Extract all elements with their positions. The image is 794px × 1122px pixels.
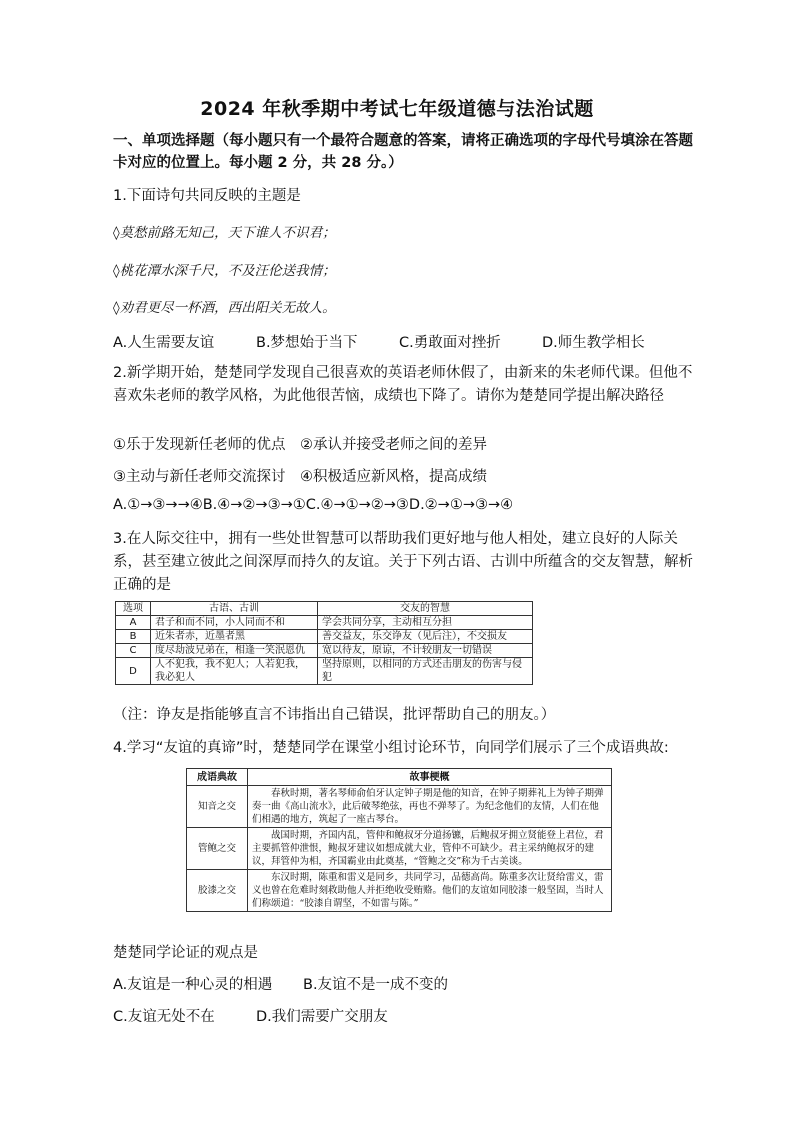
q4-stem: 4.学习“友谊的真谛”时，楚楚同学在课堂小组讨论环节，向同学们展示了三个成语典故: [113, 740, 669, 756]
table-row [187, 870, 612, 912]
q3-table [115, 601, 533, 685]
q4-header-idiom: 成语典故 [187, 769, 248, 786]
q1-poem-2: ◊桃花潭水深千尺，不及汪伦送我情； [113, 263, 336, 279]
page-title: 2024 年秋季期中考试七年级道德与法治试题 [200, 98, 594, 120]
q3-row-wisdom: 善交益友，乐交诤友（见后注），不交损友 [318, 630, 533, 644]
q3-header-wisdom: 交友的智慧 [318, 602, 533, 616]
q2-items-line-1: ①乐于发现新任老师的优点 ②承认并接受老师之间的差异 [113, 437, 487, 453]
q4-options-row-1 [113, 973, 448, 994]
q4-option-a[interactable]: A.友谊是一种心灵的相遇 [113, 977, 273, 993]
q3-row-option: C [116, 644, 151, 658]
q3-stem: 3.在人际交往中，拥有一些处世智慧可以帮助我们更好地与他人相处，建立良好的人际关系，甚至建立彼此之间深厚而持久的友谊。关于下列古语、古训中所蕴含的交友智慧，解析正确的是 [113, 531, 693, 593]
q3-row-saying: 近朱者赤，近墨者黑 [151, 630, 318, 644]
q3-row-wisdom: 宽以待友，原谅，不计较朋友一切错误 [318, 644, 533, 658]
q3-row-saying: 君子和而不同，小人同而不和 [151, 616, 318, 630]
q2-options[interactable]: A.①→③→→④B.④→②→③→①C.④→①→②→③D.②→①→③→④ [113, 497, 514, 513]
q4-table [186, 768, 612, 912]
q4-question: 楚楚同学论证的观点是 [113, 945, 258, 961]
q3-note: （注：诤友是指能够直言不讳指出自己错误，批评帮助自己的朋友。） [113, 707, 556, 723]
section-heading: 一、单项选择题（每小题只有一个最符合题意的答案，请将正确选项的字母代号填涂在答题卡对应的位置上。每小题 2 分，共 28 分。） [113, 133, 693, 171]
q4-row-story: 战国时期，齐国内乱，管仲和鲍叔牙分道扬镳，后鲍叔牙拥立贤能登上君位，君主要抓管仲泄恨，鲍叔牙建议如想成就大业，管仲不可缺少。君主采纳鲍叔牙的建议，拜管仲为相，齐国霸业由此奠基，“管鲍之交”称为千古美谈。 [248, 828, 612, 870]
q3-row-option: A [116, 616, 151, 630]
q1-option-c[interactable]: C.勇敢面对挫折 [399, 335, 501, 351]
q4-header-story: 故事梗概 [248, 769, 612, 786]
q4-row-story: 东汉时期，陈重和雷义是同乡，共同学习，品德高尚。陈重多次让贤给雷义，雷义也曾在危难时刻救助他人并拒绝收受贿赂。他们的友谊如同胶漆一般坚固，当时人们称颂道：“胶漆自谓坚，不如雷与陈。” [248, 870, 612, 912]
q3-row-option: D [116, 658, 151, 685]
q4-row-idiom: 胶漆之交 [187, 870, 248, 912]
table-row [187, 828, 612, 870]
q3-row-wisdom: 学会共同分享，主动相互分担 [318, 616, 533, 630]
q1-stem: 1.下面诗句共同反映的主题是 [113, 188, 301, 204]
table-row [187, 786, 612, 828]
q4-option-c[interactable]: C.友谊无处不在 [113, 1009, 215, 1025]
q4-row-idiom: 知音之交 [187, 786, 248, 828]
q1-options [113, 331, 685, 352]
q3-row-saying: 人不犯我，我不犯人；人若犯我，我必犯人 [151, 658, 318, 685]
q4-row-story: 春秋时期，著名琴师俞伯牙认定钟子期是他的知音，在钟子期葬礼上为钟子期弹奏一曲《高山流水》，此后破琴绝弦，再也不弹琴了。为纪念他们的友情，人们在他们相遇的地方，筑起了一座古琴台。 [248, 786, 612, 828]
q4-option-b[interactable]: B.友谊不是一成不变的 [303, 977, 449, 993]
q2-stem: 2.新学期开始，楚楚同学发现自己很喜欢的英语老师休假了，由新来的朱老师代课。但他不喜欢朱老师的教学风格，为此他很苦恼，成绩也下降了。请你为楚楚同学提出解决路径 [113, 365, 693, 404]
q1-option-d[interactable]: D.师生教学相长 [542, 335, 645, 351]
q3-row-wisdom: 坚持原则，以相同的方式还击朋友的伤害与侵犯 [318, 658, 533, 685]
table-row [116, 630, 533, 644]
q3-header-option: 选项 [116, 602, 151, 616]
q2-items-line-2: ③主动与新任老师交流探讨 ④积极适应新风格，提高成绩 [113, 469, 487, 485]
q1-poem-1: ◊莫愁前路无知己，天下谁人不识君； [113, 225, 336, 241]
q3-header-saying: 古语、古训 [151, 602, 318, 616]
q4-options-row-2 [113, 1005, 388, 1026]
table-row [116, 658, 533, 685]
q4-option-d[interactable]: D.我们需要广交朋友 [256, 1009, 388, 1025]
q4-row-idiom: 管鲍之交 [187, 828, 248, 870]
q1-poem-3: ◊劝君更尽一杯酒，西出阳关无故人。 [113, 300, 336, 316]
table-row [116, 616, 533, 630]
q1-option-b[interactable]: B.梦想始于当下 [256, 335, 358, 351]
table-row [116, 644, 533, 658]
q3-row-saying: 度尽劫波兄弟在，相逢一笑泯恩仇 [151, 644, 318, 658]
q3-row-option: B [116, 630, 151, 644]
q1-option-a[interactable]: A.人生需要友谊 [113, 335, 215, 351]
